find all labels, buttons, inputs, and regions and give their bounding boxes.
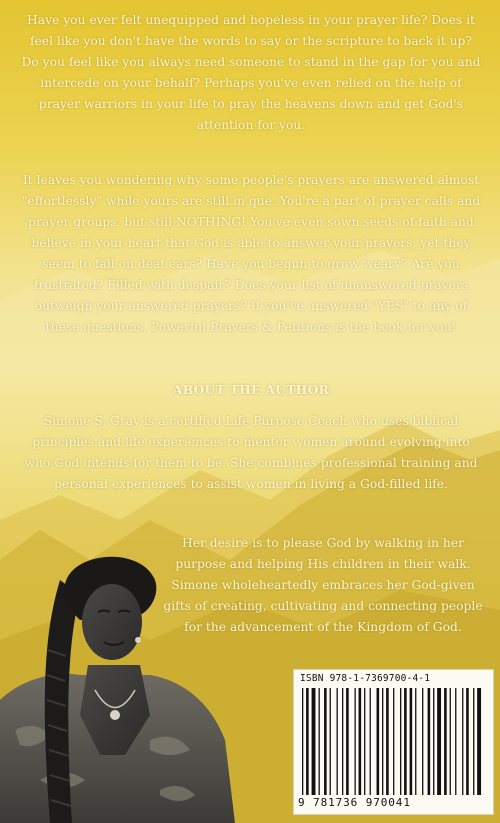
author-bio-paragraph-1: Simone S. Gray is a certified Life Purpose Coach who uses biblical principles and life experiences to mentor women around evolving into who God intends for them to be. She combines professional training and personal experiences to assist women in living a God-filled life. xyxy=(24,414,478,491)
blurb-paragraph-1: Have you ever felt unequipped and hopeless in your prayer life? Does it feel like you don't have the words to say or the scripture to back it up? Do you feel like you always need someone to stand in the gap for you and intercede on your behalf? Perhaps you've even relied on the help of prayer warriors in your life to pray the heavens down and get God's attention for you. xyxy=(21,13,481,132)
barcode-bars xyxy=(302,688,487,795)
blurb-paragraph-2: It leaves you wondering why some people's prayers are answered almost "effortlessly" while yours are still in que. You're a part of prayer calls and prayer groups, but still NOTHING! You've even sown seeds of faith and believe in your heart that God is able to answer your prayers, yet they seem to fall on deaf ears? Have you begun to grow weary? Are you frustrated? Filled with despair? Does your list of unanswered prayers outweigh your answered prayers? If you've answered "YES" to any of these questions, Powerful Prayers & Petitions is the book for you! xyxy=(21,173,481,334)
author-bio-paragraph-2: Her desire is to please God by walking in her purpose and helping His children in their walk. Simone wholeheartedly embraces her God-given gifts of creating, cultivating and connecting people for the advancement of the Kingdom of God. xyxy=(163,536,483,634)
ean-digits: 9 781736 970041 xyxy=(298,796,411,809)
about-author-heading: ABOUT THE AUTHOR xyxy=(172,382,330,397)
isbn-label: ISBN 978-1-7369700-4-1 xyxy=(300,673,431,684)
isbn-barcode xyxy=(293,669,494,815)
